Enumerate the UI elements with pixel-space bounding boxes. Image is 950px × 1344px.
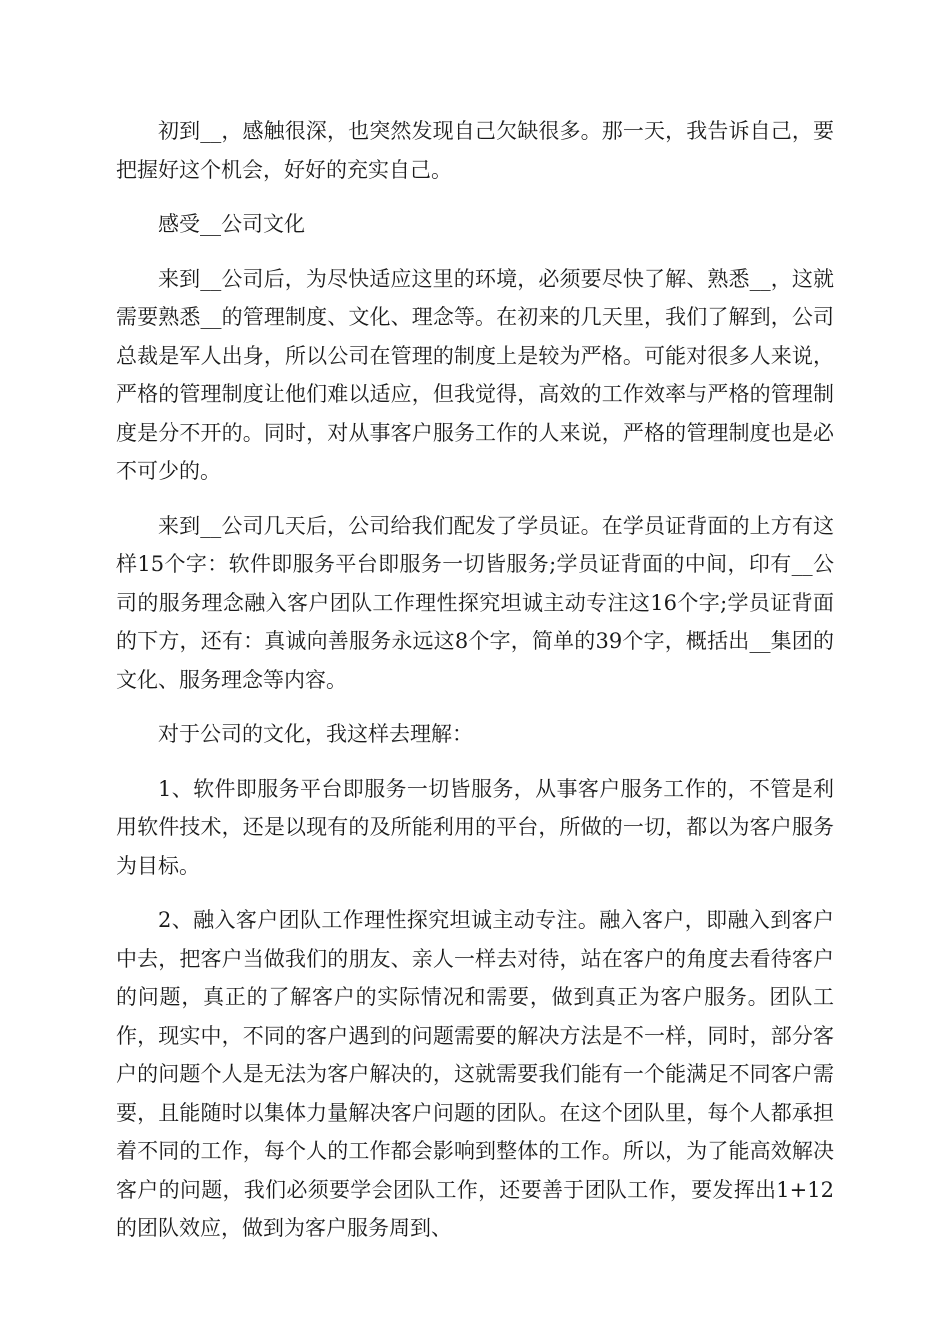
paragraph-student-card: 来到__公司几天后，公司给我们配发了学员证。在学员证背面的上方有这样15个字：软件即服务平台即服务一切皆服务;学员证背面的中间，印有__公司的服务理念融入客户团队工作理性探究坦诚主动专注这16个字;学员证背面的下方，还有：真诚向善服务永远这8个字，简单的39个字，概括出__集团的文化、服务理念等内容。: [116, 513, 834, 692]
paragraph-understanding: 对于公司的文化，我这样去理解：: [158, 722, 473, 746]
paragraph-point-1: 1、软件即服务平台即服务一切皆服务，从事客户服务工作的，不管是利用软件技术，还是以现有的及所能利用的平台，所做的一切，都以为客户服务为目标。: [116, 776, 834, 878]
paragraph-company-rules: 来到__公司后，为尽快适应这里的环境，必须要尽快了解、熟悉__，这就需要熟悉__的管理制度、文化、理念等。在初来的几天里，我们了解到，公司总裁是军人出身，所以公司在管理的制度上是较为严格。可能对很多人来说，严格的管理制度让他们难以适应，但我觉得，高效的工作效率与严格的管理制度是分不开的。同时，对从事客户服务工作的人来说，严格的管理制度也是必不可少的。: [116, 266, 834, 483]
document-body: [116, 112, 834, 1264]
paragraph-intro: 初到__，感触很深，也突然发现自己欠缺很多。那一天，我告诉自己，要把握好这个机会，好好的充实自己。: [116, 119, 834, 182]
paragraph-point-2: 2、融入客户团队工作理性探究坦诚主动专注。融入客户，即融入到客户中去，把客户当做我们的朋友、亲人一样去对待，站在客户的角度去看待客户的问题，真正的了解客户的实际情况和需要，做到真正为客户服务。团队工作，现实中，不同的客户遇到的问题需要的解决方法是不一样，同时，部分客户的问题个人是无法为客户解决的，这就需要我们能有一个能满足不同客户需要，且能随时以集体力量解决客户问题的团队。在这个团队里，每个人都承担着不同的工作，每个人的工作都会影响到整体的工作。所以，为了能高效解决客户的问题，我们必须要学会团队工作，还要善于团队工作，要发挥出1+12的团队效应，做到为客户服务周到、: [116, 908, 834, 1240]
section-heading: 感受__公司文化: [158, 212, 305, 236]
